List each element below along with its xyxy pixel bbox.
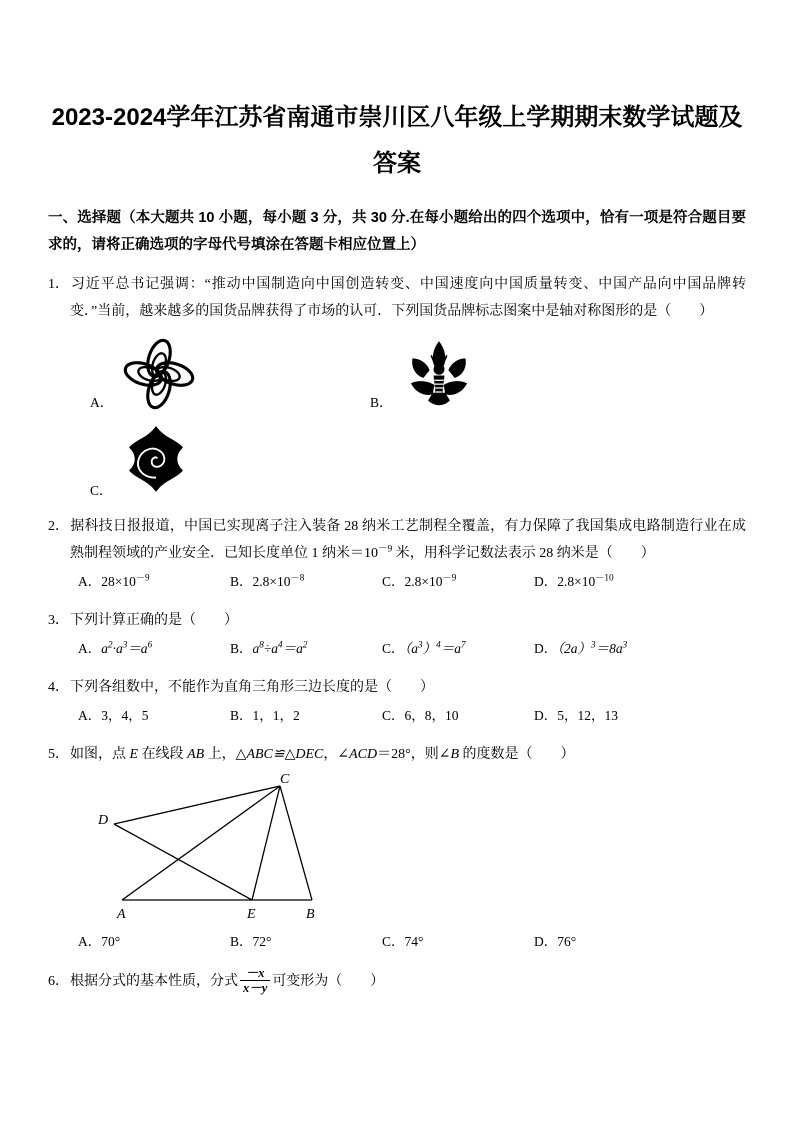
option-c-label: C． xyxy=(90,483,113,498)
choice-value: 74° xyxy=(404,934,424,949)
choice-label: D． xyxy=(534,641,558,656)
question-3-number: 3． xyxy=(48,613,69,628)
question-3-choice-d[interactable] xyxy=(534,636,627,662)
question-2-choice-d[interactable] xyxy=(534,569,614,595)
congruence-statement: △ABC≌△DEC xyxy=(235,747,324,762)
choice-exponent: －8 xyxy=(290,572,305,583)
figure-label-e: E xyxy=(247,907,256,922)
choice-expression: $a^8\div a^4=a^2$ xyxy=(252,639,308,656)
choice-label: B． xyxy=(230,641,253,656)
question-3-choices xyxy=(48,636,746,662)
question-5 xyxy=(48,741,746,955)
question-5-body-pre: 如图，点 xyxy=(70,747,130,762)
choice-label: B． xyxy=(230,934,253,949)
fraction-expression xyxy=(240,966,270,996)
question-5-choice-b[interactable] xyxy=(230,929,382,955)
section-heading: 一、选择题（本大题共 10 小题，每小题 3 分，共 30 分.在每小题给出的四个选项中，恰有一项是符合题目要求的，请将正确选项的字母代号填涂在答题卡相应位置上） xyxy=(48,210,746,253)
question-5-body-mid4: ＝28°，则∠ xyxy=(377,747,451,762)
choice-value: 72° xyxy=(252,934,272,949)
bee-flower-logo-icon xyxy=(396,335,482,413)
choice-value: 3，4，5 xyxy=(101,708,149,723)
choice-value: 5，12，13 xyxy=(557,708,618,723)
choice-label: C． xyxy=(382,934,405,949)
choice-label: D． xyxy=(534,934,558,949)
question-3-choice-a[interactable] xyxy=(78,636,230,662)
question-5-choice-a[interactable] xyxy=(78,929,230,955)
choice-label: A． xyxy=(78,641,102,656)
figure-label-b: B xyxy=(306,907,315,922)
figure-label-a: A xyxy=(117,907,126,922)
angle-label-acd: ACD xyxy=(349,747,378,762)
segment-label-ab: AB xyxy=(187,747,205,762)
interlocking-loops-logo-icon xyxy=(116,335,202,413)
option-c-cell[interactable] xyxy=(90,423,370,501)
question-5-body-mid1: 在线段 xyxy=(138,747,188,762)
choice-label: D． xyxy=(534,574,558,589)
question-6-number: 6． xyxy=(48,974,69,990)
option-b-cell[interactable] xyxy=(370,335,650,413)
question-5-choice-c[interactable] xyxy=(382,929,534,955)
choice-label: C． xyxy=(382,641,405,656)
choice-exponent: －9 xyxy=(135,572,150,583)
question-3 xyxy=(48,607,746,662)
option-a-cell[interactable] xyxy=(90,335,370,413)
choice-value: 1，1，2 xyxy=(252,708,300,723)
question-2 xyxy=(48,513,746,595)
fraction-numerator: －x xyxy=(240,966,270,981)
question-2-body-tail: 米，用科学记数法表示 28 纳米是（ ） xyxy=(392,546,655,561)
rose-spiral-logo-icon xyxy=(116,423,202,501)
question-5-body-mid2: 上， xyxy=(204,747,236,762)
question-1-options-row-1 xyxy=(48,331,746,413)
question-2-choice-b[interactable] xyxy=(230,569,382,595)
question-1-body: 习近平总书记强调：“推动中国制造向中国创造转变、中国速度向中国质量转变、中国产品向中国品牌转变．”当前，越来越多的国货品牌获得了市场的认可．下列国货品牌标志图案中是轴对称图形的是（ ） xyxy=(70,277,746,319)
choice-exponent: －10 xyxy=(595,572,614,583)
choice-label: C． xyxy=(382,708,405,723)
question-6-text xyxy=(48,967,746,997)
choice-value: 70° xyxy=(101,934,121,949)
question-6 xyxy=(48,967,746,997)
question-2-choice-a[interactable] xyxy=(78,569,230,595)
choice-label: D． xyxy=(534,708,558,723)
question-4-choice-a[interactable] xyxy=(78,703,230,729)
question-3-body: 下列计算正确的是（ ） xyxy=(70,613,238,628)
choice-value: 2.8×10 xyxy=(557,574,596,589)
option-a-label: A． xyxy=(90,395,114,410)
choice-value: 76° xyxy=(557,934,577,949)
question-4-choice-c[interactable] xyxy=(382,703,534,729)
question-2-text xyxy=(48,513,746,567)
question-6-body-pre: 根据分式的基本性质，分式 xyxy=(70,974,238,990)
choice-expression: $(2a)^3=8a^3$ xyxy=(557,639,628,656)
choice-label: C． xyxy=(382,574,405,589)
choice-expression: $a^2\cdot a^3=a^6$ xyxy=(101,639,153,656)
question-4-number: 4． xyxy=(48,680,69,695)
triangle-congruence-figure xyxy=(48,772,746,927)
question-1-number: 1． xyxy=(48,277,69,292)
choice-value: 28×10 xyxy=(101,574,136,589)
option-b-label: B． xyxy=(370,395,393,410)
question-4 xyxy=(48,674,746,729)
question-5-body-end: 的度数是（ ） xyxy=(459,747,575,762)
choice-value: 2.8×10 xyxy=(404,574,443,589)
question-1 xyxy=(48,271,746,501)
fraction-denominator: x－y xyxy=(243,981,268,996)
figure-label-d: D xyxy=(98,813,109,828)
point-label-e: E xyxy=(129,747,139,762)
question-5-choices xyxy=(48,929,746,955)
question-4-choices xyxy=(48,703,746,729)
choice-expression: $(a^3)^4=a^7$ xyxy=(404,639,466,656)
choice-label: A． xyxy=(78,708,102,723)
figure-label-c: C xyxy=(280,772,290,787)
choice-exponent: －9 xyxy=(442,572,457,583)
question-3-choice-c[interactable] xyxy=(382,636,534,662)
question-5-text xyxy=(48,741,746,768)
question-4-choice-b[interactable] xyxy=(230,703,382,729)
question-2-body: 据科技日报报道，中国已实现离子注入装备 28 纳米工艺制程全覆盖，有力保障了我国集成电路制造行业在成熟制程领域的产业安全．已知长度单位 1 纳米＝10 xyxy=(70,519,746,561)
page-title: 2023-2024学年江苏省南通市崇川区八年级上学期期末数学试题及答案 xyxy=(51,104,743,177)
choice-label: A． xyxy=(78,934,102,949)
question-2-number: 2． xyxy=(48,519,69,534)
question-1-options-row-2 xyxy=(48,419,746,501)
question-2-choice-c[interactable] xyxy=(382,569,534,595)
choice-label: B． xyxy=(230,708,253,723)
question-1-text xyxy=(48,271,746,325)
question-4-body: 下列各组数中，不能作为直角三角形三边长度的是（ ） xyxy=(70,680,434,695)
question-3-choice-b[interactable] xyxy=(230,636,382,662)
question-3-text xyxy=(48,607,746,634)
question-6-body-end: 可变形为（ ） xyxy=(272,974,385,990)
question-5-body-mid3: ，∠ xyxy=(323,747,350,762)
question-5-choice-d[interactable] xyxy=(534,929,576,955)
choice-label: B． xyxy=(230,574,253,589)
choice-value: 6，8，10 xyxy=(404,708,459,723)
choice-value: 2.8×10 xyxy=(252,574,291,589)
angle-label-b: B xyxy=(450,747,460,762)
question-4-text xyxy=(48,674,746,701)
question-2-choices xyxy=(48,569,746,595)
question-4-choice-d[interactable] xyxy=(534,703,618,729)
question-2-exponent: －9 xyxy=(378,544,393,555)
choice-label: A． xyxy=(78,574,102,589)
question-5-number: 5． xyxy=(48,747,69,762)
